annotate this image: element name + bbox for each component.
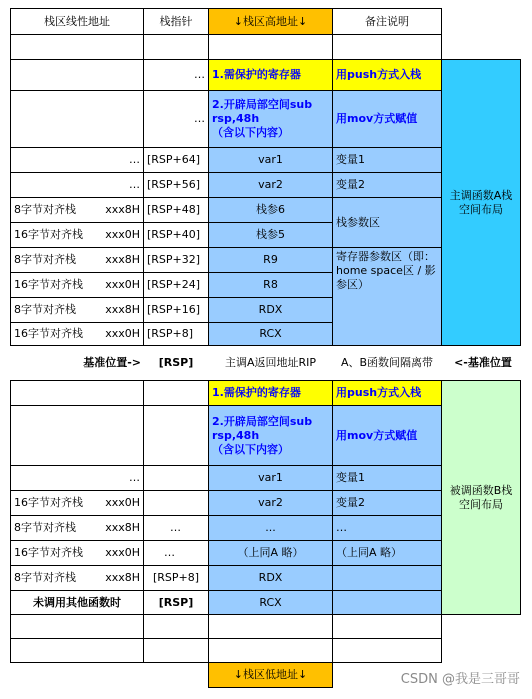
note-cell: （上同A 略） [332, 540, 442, 566]
address-cell [10, 247, 144, 273]
address-cell [10, 272, 144, 298]
address-cell [10, 197, 144, 223]
address-cell [10, 222, 144, 248]
pointer-cell: [RSP+40] [143, 222, 209, 248]
blank-cell [208, 34, 333, 60]
address-value: xxx8H [105, 203, 140, 216]
pointer-cell: [RSP+8] [143, 565, 209, 591]
address-value: xxx8H [105, 253, 140, 266]
register-params-note: 寄存器参数区（即：home space区 / 影参区） [332, 247, 442, 346]
address-label: 16字节对齐栈 [14, 228, 83, 241]
note-cell [332, 590, 442, 615]
blank-cell [10, 405, 144, 466]
blank-cell [10, 34, 144, 60]
push-way-note: 用push方式入栈 [332, 59, 442, 91]
address-cell [10, 565, 144, 591]
address-value: xxx8H [105, 571, 140, 584]
alloc-local-space-label: 2.开辟局部空间sub rsp,48h （含以下内容） [208, 405, 333, 466]
pointer-cell: [RSP+64] [143, 147, 209, 173]
blank-cell [10, 638, 144, 663]
address-label: 16字节对齐栈 [14, 496, 83, 509]
content-cell: RCX [208, 322, 333, 346]
address-label: 8字节对齐栈 [14, 303, 76, 316]
pointer-cell: … [143, 515, 209, 541]
address-cell [10, 322, 144, 346]
blank-cell [143, 34, 209, 60]
dots-cell: … [143, 59, 209, 91]
content-cell: RCX [208, 590, 333, 615]
blank-cell [143, 380, 209, 406]
low-address-footer: ↓栈区低地址↓ [208, 662, 333, 688]
header-linear-address: 栈区线性地址 [10, 8, 144, 35]
address-value: xxx8H [105, 521, 140, 534]
address-label: 8字节对齐栈 [14, 203, 76, 216]
watermark: CSDN @我是三哥哥 [400, 672, 520, 687]
dots-cell: … [143, 90, 209, 148]
caller-a-stack-layout-label: 主调函数A栈空间布局 [441, 59, 521, 346]
address-cell [10, 490, 144, 516]
content-cell: R9 [208, 247, 333, 273]
pointer-cell: [RSP+24] [143, 272, 209, 298]
address-value: xxx0H [105, 228, 140, 241]
callee-b-stack-layout-label: 被调函数B栈空间布局 [441, 380, 521, 615]
header-notes: 备注说明 [332, 8, 442, 35]
blank-cell [208, 638, 333, 663]
address-label: 8字节对齐栈 [14, 521, 76, 534]
header-stack-pointer: 栈指针 [143, 8, 209, 35]
pointer-cell: [RSP+16] [143, 297, 209, 323]
address-value: xxx8H [105, 303, 140, 316]
content-cell: ... [208, 515, 333, 541]
base-position-left: 基准位置-> [83, 356, 141, 369]
pointer-cell: … [143, 540, 209, 566]
address-cell [10, 540, 144, 566]
blank-cell [10, 90, 144, 148]
content-cell: （上同A 略） [208, 540, 333, 566]
note-cell: … [332, 515, 442, 541]
blank-cell [10, 380, 144, 406]
note-cell: 变量2 [332, 172, 442, 198]
address-label: 8字节对齐栈 [14, 253, 76, 266]
address-cell [10, 515, 144, 541]
stack-params-note: 栈参数区 [332, 197, 442, 248]
pointer-cell: [RSP+56] [143, 172, 209, 198]
protect-registers-label: 1.需保护的寄存器 [208, 380, 333, 406]
blank-cell [143, 405, 209, 466]
pointer-cell [143, 465, 209, 491]
blank-cell [143, 638, 209, 663]
address-value: xxx0H [105, 278, 140, 291]
blank-cell [332, 614, 442, 639]
header-high-address: ↓栈区高地址↓ [208, 8, 333, 35]
content-cell: RDX [208, 565, 333, 591]
mov-way-note: 用mov方式赋值 [332, 405, 442, 466]
address-value: xxx0H [105, 546, 140, 559]
blank-cell [208, 614, 333, 639]
address-label: 16字节对齐栈 [14, 327, 83, 340]
blank-cell [10, 59, 144, 91]
address-label: 16字节对齐栈 [14, 546, 83, 559]
blank-cell [143, 614, 209, 639]
pointer-cell: [RSP] [143, 590, 209, 615]
note-cell: 变量1 [332, 147, 442, 173]
mov-way-note: 用mov方式赋值 [332, 90, 442, 148]
blank-cell [332, 34, 442, 60]
push-way-note: 用push方式入栈 [332, 380, 442, 406]
alloc-local-space-label: 2.开辟局部空间sub rsp,48h （含以下内容） [208, 90, 333, 148]
content-cell: RDX [208, 297, 333, 323]
content-cell: 栈参5 [208, 222, 333, 248]
content-cell: var2 [208, 490, 333, 516]
content-cell: R8 [208, 272, 333, 298]
base-pointer: [RSP] [158, 356, 194, 369]
address-cell [10, 297, 144, 323]
blank-cell [10, 614, 144, 639]
return-address-rip: 主调A返回地址RIP [224, 356, 317, 369]
pointer-cell [143, 490, 209, 516]
address-value: xxx0H [105, 496, 140, 509]
pointer-cell: [RSP+8] [143, 322, 209, 346]
content-cell: var1 [208, 147, 333, 173]
note-cell [332, 565, 442, 591]
content-cell: var1 [208, 465, 333, 491]
note-cell: 变量1 [332, 465, 442, 491]
base-position-right: <-基准位置 [454, 356, 512, 369]
address-value: xxx0H [105, 327, 140, 340]
blank-cell [332, 638, 442, 663]
address-cell: … [10, 465, 144, 491]
address-cell: … [10, 172, 144, 198]
isolation-band-note: A、B函数间隔离带 [340, 356, 434, 369]
address-cell: 未调用其他函数时 [10, 590, 144, 615]
content-cell: 栈参6 [208, 197, 333, 223]
pointer-cell: [RSP+32] [143, 247, 209, 273]
pointer-cell: [RSP+48] [143, 197, 209, 223]
address-label: 16字节对齐栈 [14, 278, 83, 291]
protect-registers-label: 1.需保护的寄存器 [208, 59, 333, 91]
note-cell: 变量2 [332, 490, 442, 516]
content-cell: var2 [208, 172, 333, 198]
address-cell: … [10, 147, 144, 173]
address-label: 8字节对齐栈 [14, 571, 76, 584]
